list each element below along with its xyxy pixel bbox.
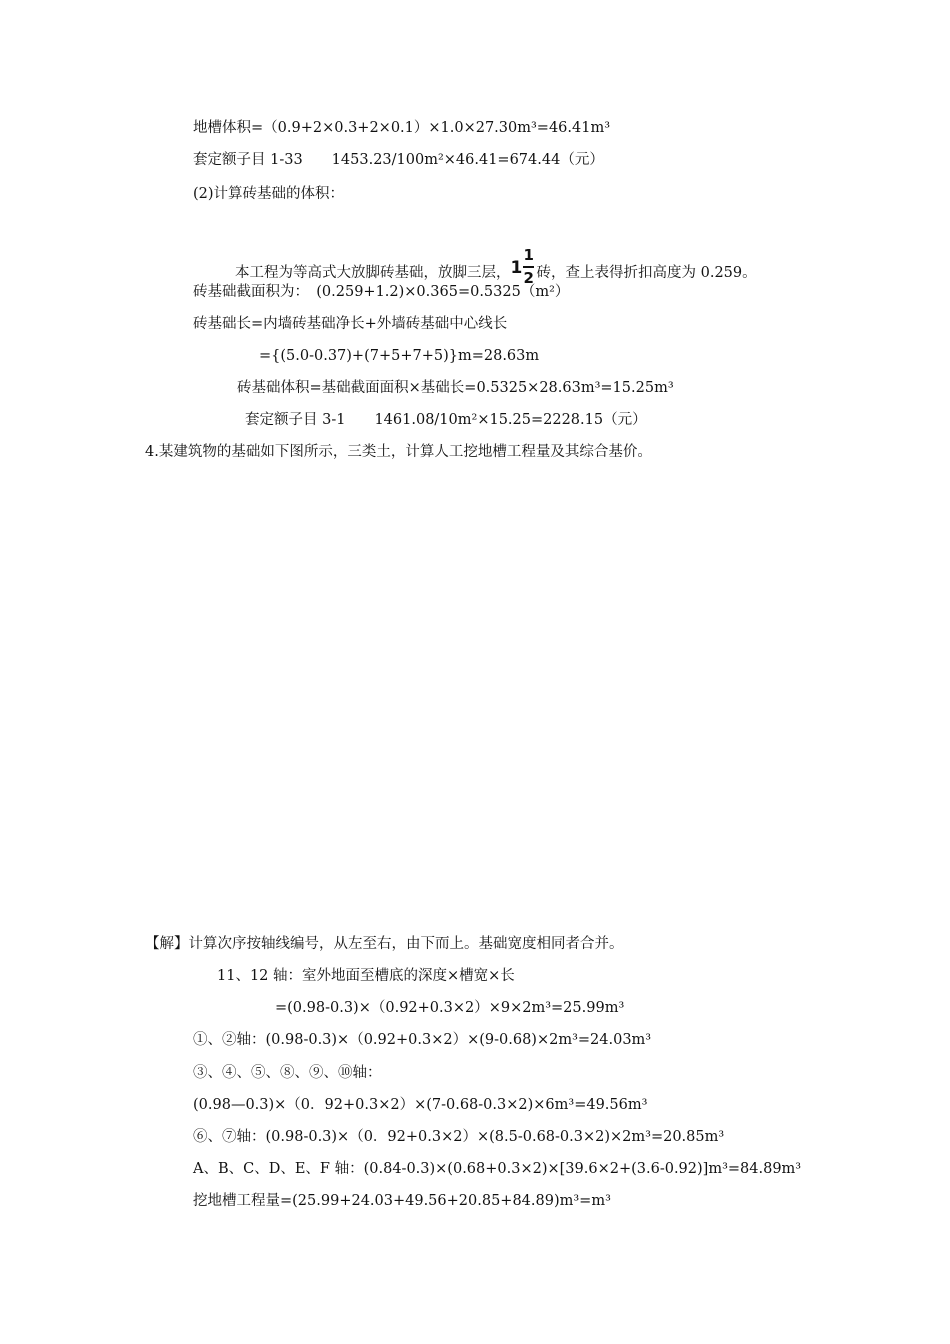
foundation-length-line: 砖基础长=内墙砖基础净长+外墙砖基础中心线长 (193, 316, 508, 332)
foundation-volume-line: 砖基础体积=基础截面面积×基础长=0.5325×28.63m³=15.25m³ (237, 380, 674, 396)
cross-section-area-line: 砖基础截面积为： (0.259+1.2)×0.365=0.5325（m²） (193, 284, 570, 300)
one-and-half-fraction: 1 1 2 (510, 246, 534, 287)
axis-6-7-line: ⑥、⑦轴：(0.98-0.3)×（0．92+0.3×2）×(8.5-0.68-0.3×2)×2m³=20.85m³ (193, 1129, 725, 1145)
axis-1-2-line: ①、②轴：(0.98-0.3)×（0.92+0.3×2）×(9-0.68)×2m³=24.03m³ (193, 1032, 652, 1048)
brick-foundation-heading: (2)计算砖基础的体积： (193, 186, 345, 202)
axis-a-f-line: A、B、C、D、E、F 轴：(0.84-0.3)×(0.68+0.3×2)×[39.6×2+(3.6-0.92)]m³=84.89m³ (193, 1161, 802, 1177)
description-part-2: 砖，查上表得折扣高度为 0.259。 (536, 265, 757, 281)
total-excavation-line: 挖地槽工程量=(25.99+24.03+49.56+20.85+84.89)m³=m³ (193, 1193, 611, 1209)
description-part-1: 本工程为等高式大放脚砖基础，放脚三层， (235, 265, 511, 281)
axis-11-12-calc-line: =(0.98-0.3)×（0.92+0.3×2）×9×2m³=25.99m³ (275, 1000, 625, 1016)
trench-volume-line: 地槽体积=（0.9+2×0.3+2×0.1）×1.0×27.30m³=46.41m³ (193, 120, 611, 136)
axis-group-calc-line: (0.98—0.3)×（0．92+0.3×2）×(7-0.68-0.3×2)×6m³=49.56m³ (193, 1097, 648, 1113)
axis-group-heading: ③、④、⑤、⑧、⑨、⑩轴： (193, 1065, 382, 1081)
axis-11-12-line: 11、12 轴：室外地面至槽底的深度×槽宽×长 (217, 968, 515, 984)
figure-placeholder (140, 470, 820, 920)
quota-1-33-line: 套定额子目 1-33 1453.23/100m²×46.41=674.44（元） (193, 152, 604, 168)
solution-intro-line: 【解】计算次序按轴线编号，从左至右，由下而上。基础宽度相同者合并。 (145, 936, 624, 952)
question-4-line: 4.某建筑物的基础如下图所示，三类土，计算人工挖地槽工程量及其综合基价。 (145, 444, 652, 460)
foundation-length-calc-line: ={(5.0-0.37)+(7+5+7+5)}m=28.63m (259, 348, 540, 364)
quota-3-1-line: 套定额子目 3-1 1461.08/10m²×15.25=2228.15（元） (245, 412, 647, 428)
